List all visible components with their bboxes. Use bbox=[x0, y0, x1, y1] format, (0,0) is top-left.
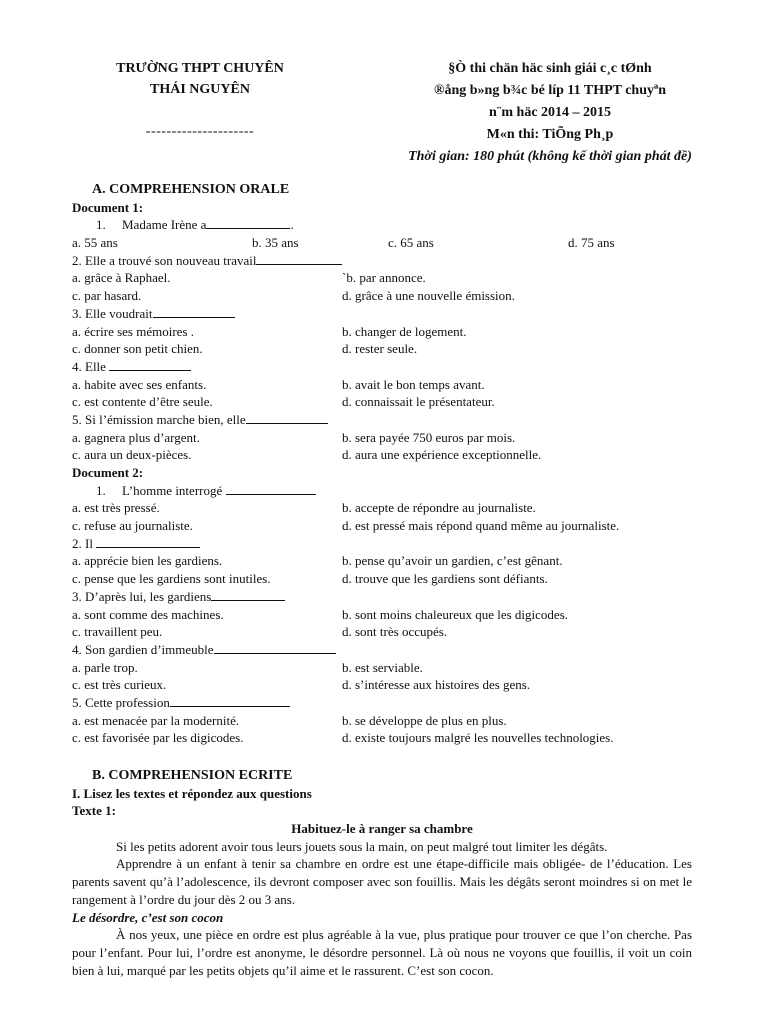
option-d: d. existe toujours malgré les nouvelles technologies. bbox=[342, 730, 614, 746]
school-name-line2: THÁI NGUYÊN bbox=[150, 82, 250, 97]
school-header bbox=[80, 58, 320, 142]
option-a: a. 55 ans bbox=[72, 235, 118, 251]
document-2-title: Document 2: bbox=[72, 465, 144, 480]
question-text: 4. Son gardien d’immeuble bbox=[72, 641, 214, 657]
option-c: c. est contente d’être seule. bbox=[72, 394, 213, 410]
option-b: b. changer de logement. bbox=[342, 323, 467, 339]
texte-1-label: Texte 1: bbox=[72, 803, 116, 819]
answer-blank[interactable] bbox=[96, 535, 200, 548]
answer-blank[interactable] bbox=[246, 411, 328, 424]
option-a: a. grâce à Raphael. bbox=[72, 270, 171, 286]
option-c: c. est très curieux. bbox=[72, 677, 167, 693]
question-1-5 bbox=[72, 411, 692, 429]
question-text: L’homme interrogé bbox=[122, 482, 223, 498]
article-title: Habituez-le à ranger sa chambre bbox=[291, 821, 473, 837]
option-d: d. trouve que les gardiens sont défiants. bbox=[342, 571, 548, 587]
options-row bbox=[72, 570, 692, 588]
school-name-line1: TRƯỜNG THPT CHUYÊN bbox=[116, 61, 284, 76]
option-a: a. gagnera plus d’argent. bbox=[72, 429, 200, 445]
question-2-2 bbox=[72, 535, 692, 553]
exam-title-line1: §Ò thi chän häc sinh giái c¸c tØnh bbox=[448, 61, 652, 76]
options-row bbox=[72, 712, 692, 730]
question-2-5 bbox=[72, 694, 692, 712]
answer-blank[interactable] bbox=[256, 252, 342, 265]
answer-blank[interactable] bbox=[214, 641, 336, 654]
option-c: c. par hasard. bbox=[72, 288, 142, 304]
option-a: a. sont comme des machines. bbox=[72, 606, 224, 622]
option-b: `b. par annonce. bbox=[342, 270, 426, 286]
paragraph-2: Apprendre à un enfant à tenir sa chambre en ordre est une étape-difficile mais obligée- de l’éducation. Les parents savent qu’à l’adolescence, ils devront composer avec son fouillis. Mais les dégâts seront moindres si on met le rangement à l’ordre du jour dès 2 ou 3 ans. bbox=[72, 856, 692, 907]
options-row bbox=[72, 287, 692, 305]
answer-blank[interactable] bbox=[206, 216, 290, 229]
option-d: d. aura une expérience exceptionnelle. bbox=[342, 447, 542, 463]
options-row bbox=[72, 729, 692, 747]
options-row bbox=[72, 429, 692, 447]
section-spacer bbox=[72, 747, 692, 767]
question-1-2 bbox=[72, 252, 692, 270]
option-b: b. pense qu’avoir un gardien, c’est gênant. bbox=[342, 553, 563, 569]
question-1-4 bbox=[72, 358, 692, 376]
options-row bbox=[72, 676, 692, 694]
option-d: d. sont très occupés. bbox=[342, 624, 448, 640]
question-2-1 bbox=[72, 482, 692, 500]
paragraph-3: À nos yeux, une pièce en ordre est plus agréable à la vue, plus pratique pour trouver ce que l’on cherche. Pas pour l’enfant. Pour lui, l’ordre est anonyme, le désordre personnel. Là où nous ne voyons que fouillis, il voit un coin bien à lui, marqué par les petits objets qu’il aime et le rassurent. C’est son cocon. bbox=[72, 927, 692, 978]
option-c: c. travaillent peu. bbox=[72, 624, 163, 640]
option-c: c. pense que les gardiens sont inutiles. bbox=[72, 571, 271, 587]
option-b: b. avait le bon temps avant. bbox=[342, 376, 485, 392]
document-1-title: Document 1: bbox=[72, 199, 144, 215]
question-text: 5. Si l’émission marche bien, elle bbox=[72, 411, 246, 427]
exam-header bbox=[360, 58, 740, 168]
answer-blank[interactable] bbox=[226, 482, 316, 495]
option-c: c. est favorisée par les digicodes. bbox=[72, 730, 244, 746]
option-d: d. connaissait le présentateur. bbox=[342, 394, 495, 410]
options-row bbox=[72, 552, 692, 570]
question-1-1 bbox=[72, 216, 692, 234]
options-row bbox=[72, 393, 692, 411]
question-text: Madame Irène a bbox=[122, 217, 207, 233]
option-b: b. sera payée 750 euros par mois. bbox=[342, 429, 516, 445]
option-d: d. s’intéresse aux histoires des gens. bbox=[342, 677, 531, 693]
question-text: 3. Elle voudrait bbox=[72, 305, 153, 321]
answer-blank[interactable] bbox=[170, 694, 290, 707]
options-1-1 bbox=[72, 234, 692, 252]
question-text: 4. Elle bbox=[72, 358, 106, 374]
subheading: Le désordre, c’est son cocon bbox=[72, 909, 224, 925]
option-c: c. 65 ans bbox=[388, 235, 434, 251]
options-row bbox=[72, 623, 692, 641]
option-d: d. grâce à une nouvelle émission. bbox=[342, 288, 515, 304]
section-b-title: B. COMPREHENSION ECRITE bbox=[92, 768, 293, 783]
options-row bbox=[72, 499, 692, 517]
options-row bbox=[72, 340, 692, 358]
option-d: d. est pressé mais répond quand même au journaliste. bbox=[342, 518, 620, 534]
options-row bbox=[72, 269, 692, 287]
header-dashes: --------------------- bbox=[145, 124, 255, 139]
option-d: d. 75 ans bbox=[568, 235, 615, 251]
option-b: b. sont moins chaleureux que les digicodes. bbox=[342, 606, 569, 622]
options-row bbox=[72, 323, 692, 341]
option-b: b. se développe de plus en plus. bbox=[342, 712, 507, 728]
answer-blank[interactable] bbox=[153, 305, 235, 318]
options-row bbox=[72, 446, 692, 464]
option-b: b. est serviable. bbox=[342, 659, 423, 675]
option-a: a. apprécie bien les gardiens. bbox=[72, 553, 223, 569]
option-c: c. donner son petit chien. bbox=[72, 341, 203, 357]
option-a: a. écrire ses mémoires . bbox=[72, 323, 195, 339]
answer-blank[interactable] bbox=[211, 588, 285, 601]
question-text: 2. Il bbox=[72, 535, 93, 551]
question-2-3 bbox=[72, 588, 692, 606]
option-a: a. est très pressé. bbox=[72, 500, 160, 516]
option-a: a. est menacée par la modernité. bbox=[72, 712, 240, 728]
question-period: . bbox=[290, 217, 294, 233]
exam-time: Thời gian: 180 phút (không kể thời gian phát đề) bbox=[408, 149, 692, 164]
option-d: d. rester seule. bbox=[342, 341, 418, 357]
exam-year: n¨m häc 2014 – 2015 bbox=[488, 105, 612, 120]
section-a-title: A. COMPREHENSION ORALE bbox=[92, 182, 290, 197]
paragraph-1: Si les petits adorent avoir tous leurs jouets sous la main, on peut malgré tout limiter les dégâts. bbox=[116, 838, 608, 854]
question-1-3 bbox=[72, 305, 692, 323]
option-b: b. 35 ans bbox=[252, 235, 299, 251]
option-c: c. aura un deux-pièces. bbox=[72, 447, 192, 463]
exam-subject: M«n thi: TiÕng Ph¸p bbox=[486, 127, 614, 142]
options-row bbox=[72, 376, 692, 394]
part-1-instruction: I. Lisez les textes et répondez aux questions bbox=[72, 785, 312, 801]
option-b: b. accepte de répondre au journaliste. bbox=[342, 500, 536, 516]
question-text: 3. D’après lui, les gardiens bbox=[72, 588, 212, 604]
option-a: a. parle trop. bbox=[72, 659, 138, 675]
option-c: c. refuse au journaliste. bbox=[72, 518, 193, 534]
question-2-4 bbox=[72, 641, 692, 659]
question-text: 2. Elle a trouvé son nouveau travail bbox=[72, 252, 257, 268]
answer-blank[interactable] bbox=[109, 358, 191, 371]
options-row bbox=[72, 606, 692, 624]
question-number: 1. bbox=[96, 217, 106, 233]
question-number: 1. bbox=[96, 482, 106, 498]
option-a: a. habite avec ses enfants. bbox=[72, 376, 207, 392]
options-row bbox=[72, 659, 692, 677]
exam-title-line2: ®ång b»ng b¾c bé líp 11 THPT chuyªn bbox=[434, 83, 666, 98]
options-row bbox=[72, 517, 692, 535]
question-text: 5. Cette profession bbox=[72, 694, 170, 710]
exam-body bbox=[72, 181, 692, 979]
